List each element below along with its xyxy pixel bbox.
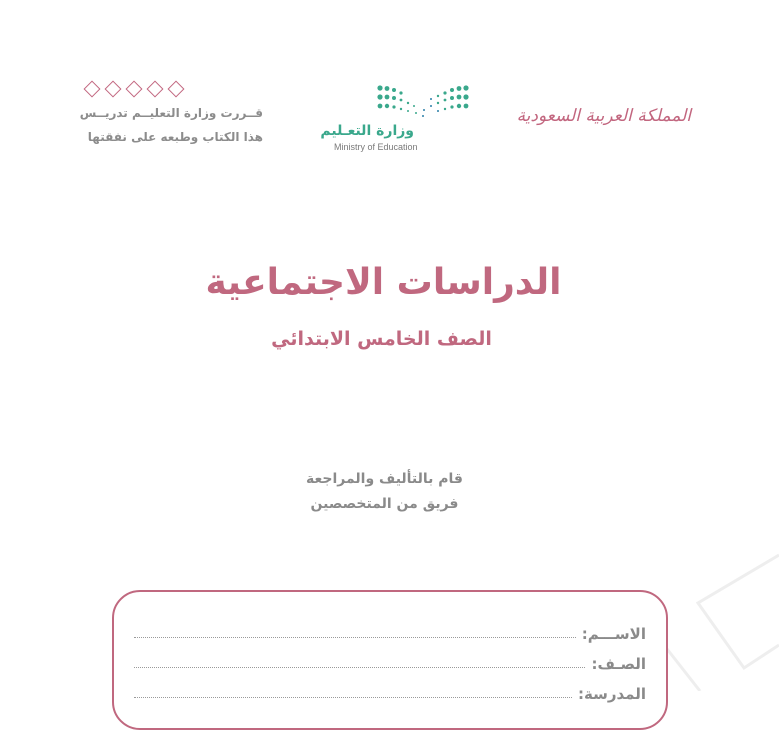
name-field-row[interactable] [134,624,646,644]
school-field-row[interactable] [134,684,646,704]
name-field-label: الاســـم: [581,625,646,643]
approval-text-line-1: قــررت وزارة التعليــم تدريــس [79,106,263,120]
chevron-decoration-icon [660,540,779,691]
diamond-icon [147,81,164,98]
diamond-icon [84,81,101,98]
diamond-icon [126,81,143,98]
grade-field-input[interactable] [134,666,585,668]
kingdom-calligraphy: المملكة العربية السعودية [516,106,691,126]
ministry-name-arabic: وزارة التعـليم [320,123,414,139]
ministry-logo-icon [376,84,470,118]
approval-diamonds-icon [84,81,184,97]
diamond-icon [105,81,122,98]
school-field-input[interactable] [134,696,572,698]
book-title: الدراسات الاجتماعية [205,262,562,303]
student-info-box [112,590,668,730]
ministry-name-english: Ministry of Education [334,142,418,152]
name-field-input[interactable] [134,636,576,638]
grade-subtitle: الصف الخامس الابتدائي [271,328,492,350]
school-field-label: المدرسة: [578,685,646,703]
grade-field-row[interactable] [134,654,646,674]
credits-line-2: فريق من المتخصصين [310,496,459,512]
diamond-icon [168,81,185,98]
credits-line-1: قام بالتأليف والمراجعة [306,471,463,487]
grade-field-label: الصـف: [591,655,646,673]
approval-text-line-2: هذا الكتاب وطبعه على نفقتها [87,130,263,144]
